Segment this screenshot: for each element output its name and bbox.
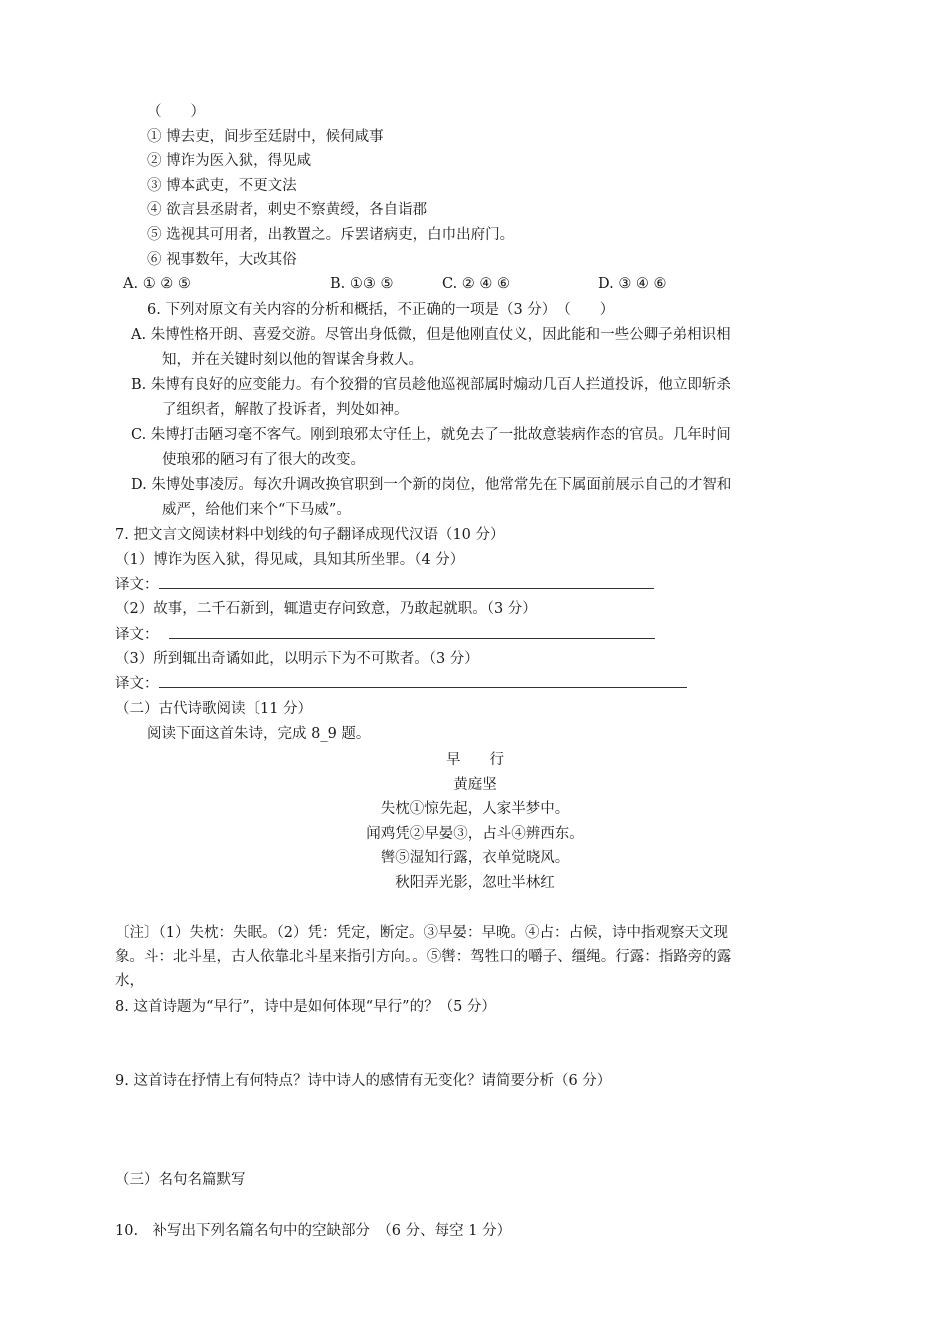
translation-label: 译文： bbox=[115, 627, 159, 643]
translation-row-2 bbox=[115, 624, 655, 645]
poem-note-line-2: 象。斗：北斗星，古人依靠北斗星来指引方向。。⑤辔：驾牲口的嚼子、缰绳。行露：指路旁的露 bbox=[115, 949, 732, 965]
q5-item-6: ⑥ 视事数年，大改其俗 bbox=[147, 252, 297, 268]
translation-label: 译文： bbox=[115, 577, 159, 593]
question-9: 9. 这首诗在抒情上有何特点？诗中诗人的感情有无变化？请简要分析（6 分） bbox=[115, 1073, 612, 1089]
q5-option-a: A. ① ② ⑤ bbox=[123, 276, 191, 292]
translation-row-3 bbox=[115, 673, 687, 694]
q5-item-1: ① 博去吏，间步至廷尉中，候伺咸事 bbox=[147, 129, 384, 145]
poem-author: 黄庭坚 bbox=[453, 777, 497, 793]
translation-label: 译文： bbox=[115, 676, 159, 692]
poem-line-2: 闻鸡凭②早晏③，占斗④辨西东。 bbox=[366, 826, 584, 842]
q5-item-2: ② 博诈为医入狱，得见咸 bbox=[147, 153, 312, 169]
poem-note-line-1: 〔注〕（1）失枕：失眠。（2）凭：凭定，断定。③早晏：早晚。④占：占候，诗中指观察天文现 bbox=[115, 925, 728, 941]
q5-option-c: C. ② ④ ⑥ bbox=[442, 276, 511, 292]
q6-option-d-line1: D. 朱博处事凌厉。每次升调改换官职到一个新的岗位，他常常先在下属面前展示自己的才智和 bbox=[131, 477, 732, 493]
answer-blank: （ ） bbox=[147, 104, 205, 120]
section-title-poetry: （二）古代诗歌阅读〔11 分） bbox=[115, 701, 313, 717]
answer-line bbox=[159, 574, 654, 589]
q6-option-c-line2: 使琅邪的陋习有了很大的改变。 bbox=[162, 452, 365, 468]
q5-option-b: B. ①③ ⑤ bbox=[330, 276, 394, 292]
q6-option-a-line2: 知，并在关键时刻以他的智谋舍身救人。 bbox=[162, 352, 423, 368]
q6-option-b-line2: 了组织者，解散了投诉者，判处如神。 bbox=[162, 402, 409, 418]
poetry-intro: 阅读下面这首朱诗，完成 8_9 题。 bbox=[147, 726, 371, 742]
q5-option-d: D. ③ ④ ⑥ bbox=[598, 276, 667, 292]
q6-option-b-line1: B. 朱博有良好的应变能力。有个狡猾的官员趁他巡视部属时煽动几百人拦道投诉，他立即斩杀 bbox=[131, 377, 731, 393]
poem-line-1: 失枕①惊先起，人家半梦中。 bbox=[380, 801, 570, 817]
q7-sentence-3: （3）所到辄出奇谲如此，以明示下为不可欺者。（3 分） bbox=[115, 651, 479, 667]
q6-option-c-line1: C. 朱博打击陋习毫不客气。刚到琅邪太守任上，就免去了一批故意装病作态的官员。几年时间 bbox=[131, 427, 731, 443]
q7-sentence-1: （1）博诈为医入狱，得见咸，具知其所坐罪。（4 分） bbox=[115, 552, 465, 568]
answer-line bbox=[159, 673, 687, 688]
question-8: 8. 这首诗题为“早行”，诗中是如何体现“早行”的？（5 分） bbox=[115, 999, 496, 1015]
q6-option-d-line2: 威严，给他们来个“下马威”。 bbox=[162, 502, 351, 518]
q7-stem: 7. 把文言文阅读材料中划线的句子翻译成现代汉语（10 分） bbox=[115, 527, 505, 543]
poem-title: 早 行 bbox=[446, 752, 504, 768]
q7-sentence-2: （2）故事，二千石新到，辄遣吏存问致意，乃敢起就职。（3 分） bbox=[115, 601, 537, 617]
q5-item-3: ③ 博本武吏，不更文法 bbox=[147, 178, 297, 194]
q6-option-a-line1: A. 朱博性格开朗、喜爱交游。尽管出身低微，但是他刚直仗义，因此能和一些公卿子弟相识相 bbox=[131, 327, 731, 343]
q5-item-5: ⑤ 选视其可用者，出教置之。斥罢诸病吏，白巾出府门。 bbox=[147, 227, 515, 243]
question-10: 10. 补写出下列名篇名句中的空缺部分 （6 分、每空 1 分） bbox=[115, 1223, 512, 1239]
translation-row-1 bbox=[115, 574, 654, 595]
answer-line bbox=[169, 624, 655, 639]
poem-note-line-3: 水， bbox=[115, 973, 144, 989]
poem-line-4: 秋阳弄光影，忽吐半林红 bbox=[395, 875, 555, 891]
q5-item-4: ④ 欲言县丞尉者，刺史不察黄绶，各自诣郡 bbox=[147, 202, 428, 218]
q6-stem: 6. 下列对原文有关内容的分析和概括，不正确的一项是（3 分） （ ） bbox=[147, 302, 615, 318]
section-title-dictation: （三）名句名篇默写 bbox=[115, 1172, 246, 1188]
poem-line-3: 辔⑤湿知行露，衣单觉晓风。 bbox=[380, 850, 570, 866]
